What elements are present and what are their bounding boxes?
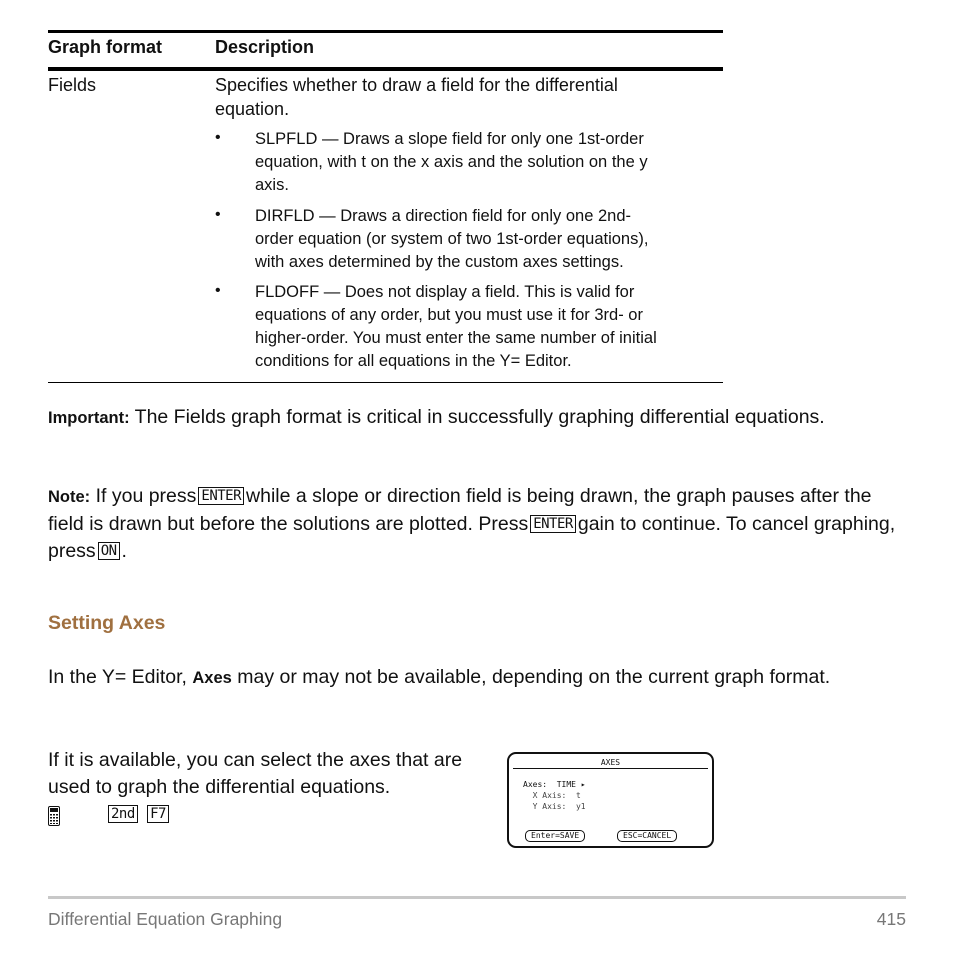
bullet-line: higher-order. You must enter the same number of initial xyxy=(255,329,657,347)
footer-section-name: Differential Equation Graphing xyxy=(48,909,283,929)
axes-paragraph-text-a: In the Y= Editor, xyxy=(48,666,187,688)
2nd-key: 2nd xyxy=(108,805,138,823)
cancel-button: ESC=CANCEL xyxy=(617,830,677,842)
important-text: The Fields graph format is critical in successfully graphing differential equations. xyxy=(134,406,825,428)
bullet-line: equation, with t on the x axis and the solution on the y xyxy=(255,153,648,171)
bullet-line: conditions for all equations in the Y= Editor. xyxy=(255,352,572,370)
bullet-item xyxy=(255,128,710,197)
dialog-title: AXES xyxy=(513,758,708,769)
table-header-description: Description xyxy=(215,37,315,57)
axes-paragraph xyxy=(48,664,908,692)
note-lead: Note: xyxy=(48,488,91,506)
bullet-marker: • xyxy=(215,282,221,299)
note-text-4: . xyxy=(121,540,127,562)
table-cell-description: Specifies whether to draw a field for the differential equation. xyxy=(215,75,618,119)
y-axis-setting: Y Axis: y1 xyxy=(523,802,586,811)
enter-key: ENTER xyxy=(198,487,244,505)
important-paragraph xyxy=(48,404,908,432)
axes-setting: Axes: TIME ▸ xyxy=(523,780,586,789)
f7-key: F7 xyxy=(147,805,169,823)
bullet-line: FLDOFF — Does not display a field. This is valid for xyxy=(255,283,635,301)
axes-paragraph-text-b: may or may not be available, depending on the current graph format. xyxy=(237,666,831,688)
axes-dialog-screenshot xyxy=(507,752,714,848)
footer-rule xyxy=(48,896,906,899)
table-bottom-rule xyxy=(48,382,723,383)
axes-term: Axes xyxy=(192,669,232,687)
on-key: ON xyxy=(98,542,120,560)
important-lead: Important: xyxy=(48,409,130,427)
select-axes-paragraph: If it is available, you can select the axes that are used to graph the differential equations. xyxy=(48,749,463,798)
table-header-rule xyxy=(48,67,723,71)
bullet-line: DIRFLD — Draws a direction field for only one 2nd- xyxy=(255,207,631,225)
x-axis-setting: X Axis: t xyxy=(523,791,581,800)
save-button: Enter=SAVE xyxy=(525,830,585,842)
bullet-line: axis. xyxy=(255,176,289,194)
bullet-line: equations of any order, but you must use it for 3rd- or xyxy=(255,306,643,324)
enter-key: ENTER xyxy=(530,515,576,533)
note-paragraph xyxy=(48,483,908,565)
bullet-marker: • xyxy=(215,206,221,223)
note-text-3: gain to continue. To cancel graphing, press xyxy=(48,513,896,562)
section-title: Setting Axes xyxy=(48,612,166,634)
table-header-graph-format: Graph format xyxy=(48,37,163,57)
page-number: 415 xyxy=(876,909,906,929)
bullet-item xyxy=(255,281,710,373)
table-cell-format: Fields xyxy=(48,75,97,95)
table-top-rule xyxy=(48,30,723,33)
bullet-marker: • xyxy=(215,129,221,146)
keystroke-sequence xyxy=(106,804,171,826)
bullet-line: order equation (or system of two 1st-order equations), xyxy=(255,230,649,248)
note-text-2: while a slope or direction field is being drawn, the graph pauses after the field is drawn but before the solutions are plotted. Press xyxy=(48,485,872,535)
bullet-line: with axes determined by the custom axes settings. xyxy=(255,253,624,271)
bullet-item xyxy=(255,205,710,274)
note-text-1: If you press xyxy=(95,485,197,507)
bullet-line: SLPFLD — Draws a slope field for only one 1st-order xyxy=(255,130,644,148)
calculator-icon xyxy=(48,806,60,826)
